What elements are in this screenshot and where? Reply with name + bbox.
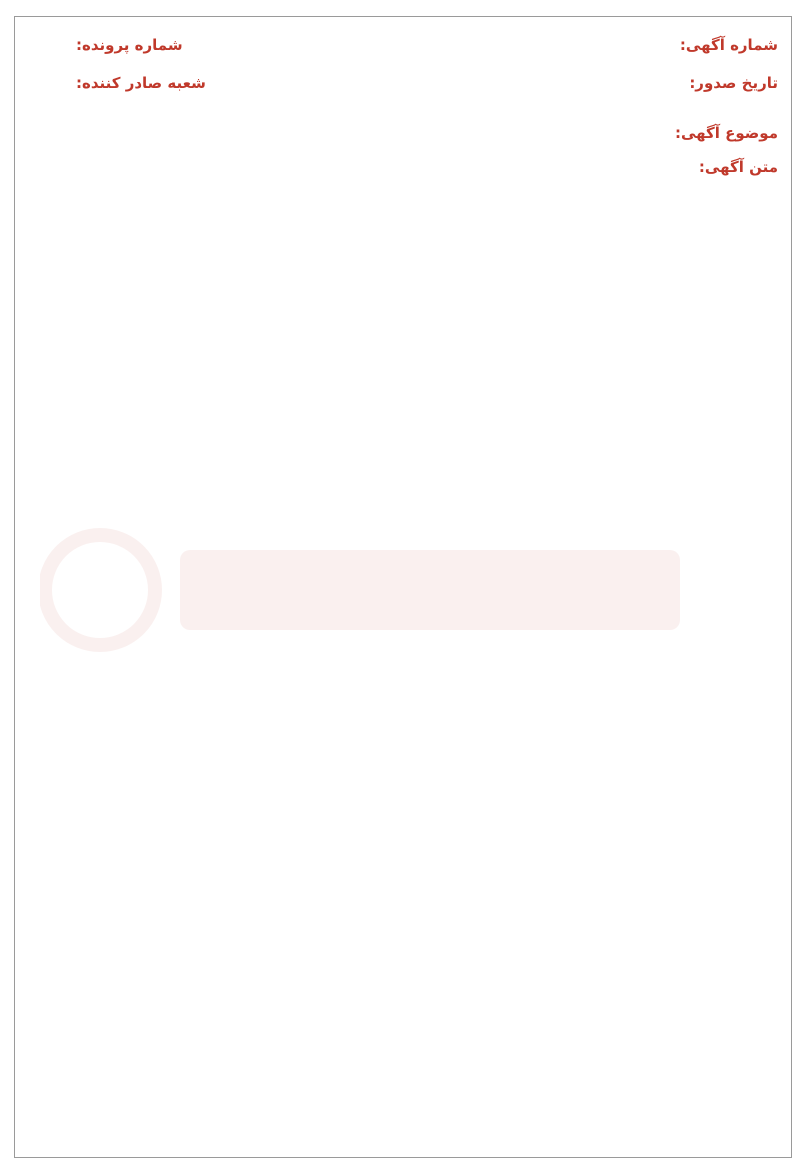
file-number-label: شماره پرونده: — [76, 36, 183, 54]
document-frame — [14, 16, 792, 1158]
issuer — [68, 74, 206, 92]
issue-date — [681, 74, 778, 92]
issuer-label: شعبه صادر کننده: — [76, 74, 206, 92]
notice-text-label: متن آگهی: — [698, 158, 778, 176]
notice-number — [672, 36, 778, 54]
issue-date-label: تاریخ صدور: — [689, 74, 778, 92]
notice-text-line — [28, 158, 778, 176]
subject-line — [28, 124, 778, 142]
notice-body — [30, 214, 772, 226]
subject-label: موضوع آگهی: — [674, 124, 778, 142]
header-row-2 — [28, 74, 778, 92]
file-number — [68, 36, 183, 54]
notice-number-label: شماره آگهی: — [679, 36, 778, 54]
header-row-1 — [28, 36, 778, 54]
